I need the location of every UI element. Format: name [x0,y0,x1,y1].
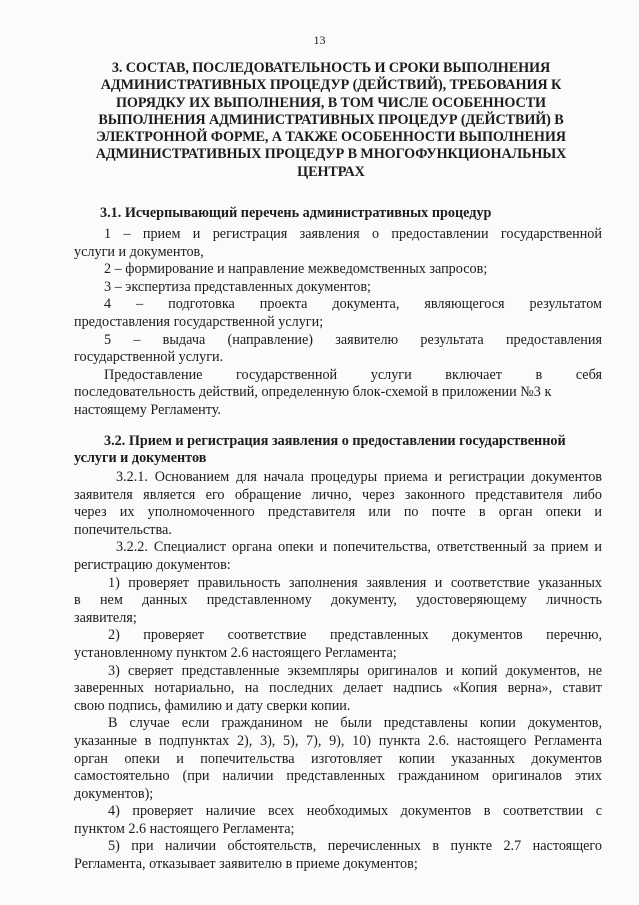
text-line: предоставления государственной услуги; [74,313,324,330]
text-line: заверенных нотариально, на последних делает надпись «Копия верна», ставит [74,680,602,697]
text-line: 5) при наличии обстоятельств, перечисленных в пункте 2.7 настоящего [108,838,602,855]
section-31-heading [74,205,602,222]
text-line: 1 – прием и регистрация заявления о предоставлении государственной [104,226,602,242]
text-line: орган опеки и попечительства изготовляет копии указанных документов [74,750,602,767]
text-line: услуги и документов, [74,243,204,260]
text-line: Предоставление государственной услуги включает в себя [104,366,602,383]
text-line: 3.2.1. Основанием для начала процедуры приема и регистрации документов [116,469,602,485]
text-line: установленному пунктом 2.6 настоящего Регламента; [74,644,397,661]
text-line: В случае если гражданином не были представлены копии документов, [108,715,602,732]
text-line: 2) проверяет соответствие представленных документов перечню, [108,627,602,644]
chapter-title-line: АДМИНИСТРАТИВНЫХ ПРОЦЕДУР (ДЕЙСТВИЙ), ТРЕБОВАНИЯ К [100,77,562,94]
text-line: 2 – формирование и направление межведомственных запросов; [104,261,488,278]
section-title: 3.1. Исчерпывающий перечень административных процедур [100,205,492,221]
section-32-heading [74,433,602,468]
text-line: 5 – выдача (направление) заявителю результата предоставления [104,331,602,348]
text-line: Регламента, отказывает заявителю в приеме документов; [74,856,418,873]
chapter-title-line: ЭЛЕКТРОННОЙ ФОРМЕ, А ТАКЖЕ ОСОБЕННОСТИ ВЫПОЛНЕНИЯ [96,129,566,146]
text-line: свою подпись, фамилию и дату сверки копии. [74,697,351,714]
text-line: 3 – экспертиза представленных документов; [104,278,371,295]
chapter-title-line: 3. СОСТАВ, ПОСЛЕДОВАТЕЛЬНОСТЬ И СРОКИ ВЫПОЛНЕНИЯ [111,60,551,76]
chapter-title-line: ЦЕНТРАХ [297,163,365,180]
text-line: 4) проверяет наличие всех необходимых документов в соответствии с [108,803,602,820]
text-line: заявителя является его обращение лично, через законного представителя либо [74,486,602,503]
chapter-title-line: АДМИНИСТРАТИВНЫХ ПРОЦЕДУР В МНОГОФУНКЦИОНАЛЬНЫХ [95,146,567,163]
section-title-line: услуги и документов [74,450,207,467]
text-line: последовательность действий, определенную блок-схемой в приложении №3 к [74,384,552,401]
text-line: заявителя; [74,609,137,626]
text-line: государственной услуги. [74,349,224,366]
chapter-title-line: ВЫПОЛНЕНИЯ АДМИНИСТРАТИВНЫХ ПРОЦЕДУР (ДЕЙСТВИЙ) В [98,111,564,128]
section-title-line: 3.2. Прием и регистрация заявления о предоставлении государственной [104,433,566,449]
text-line: 3) сверяет представленные экземпляры оригиналов и копий документов, не [108,662,602,679]
text-line: 4 – подготовка проекта документа, являющегося результатом [104,296,602,313]
text-line: через их уполномоченного представителя или по почте в орган опеки и [74,504,602,521]
section-31-body [74,226,602,420]
text-line: указанные в подпунктах 2), 3), 5), 7), 9), 10) пункта 2.6. настоящего Регламента [74,732,602,749]
text-line: самостоятельно (при наличии представленных гражданином оригиналов этих [74,768,602,785]
text-line: в нем данных представленному документу, удостоверяющему личность [74,592,602,609]
text-line: настоящему Регламенту. [74,401,221,418]
text-line: регистрацию документов: [74,556,231,573]
chapter-title [74,60,588,181]
text-line: 1) проверяет правильность заполнения заявления и соответствие указанных [108,574,602,591]
text-line: попечительства. [74,521,172,538]
page-number: 13 [313,33,326,47]
text-line: пунктом 2.6 настоящего Регламента; [74,820,295,837]
text-line: документов); [74,785,154,802]
section-32-body [74,469,602,874]
chapter-title-line: ПОРЯДКУ ИХ ВЫПОЛНЕНИЯ, В ТОМ ЧИСЛЕ ОСОБЕННОСТИ [115,94,546,111]
text-line: 3.2.2. Специалист органа опеки и попечительства, ответственный за прием и [116,539,602,556]
